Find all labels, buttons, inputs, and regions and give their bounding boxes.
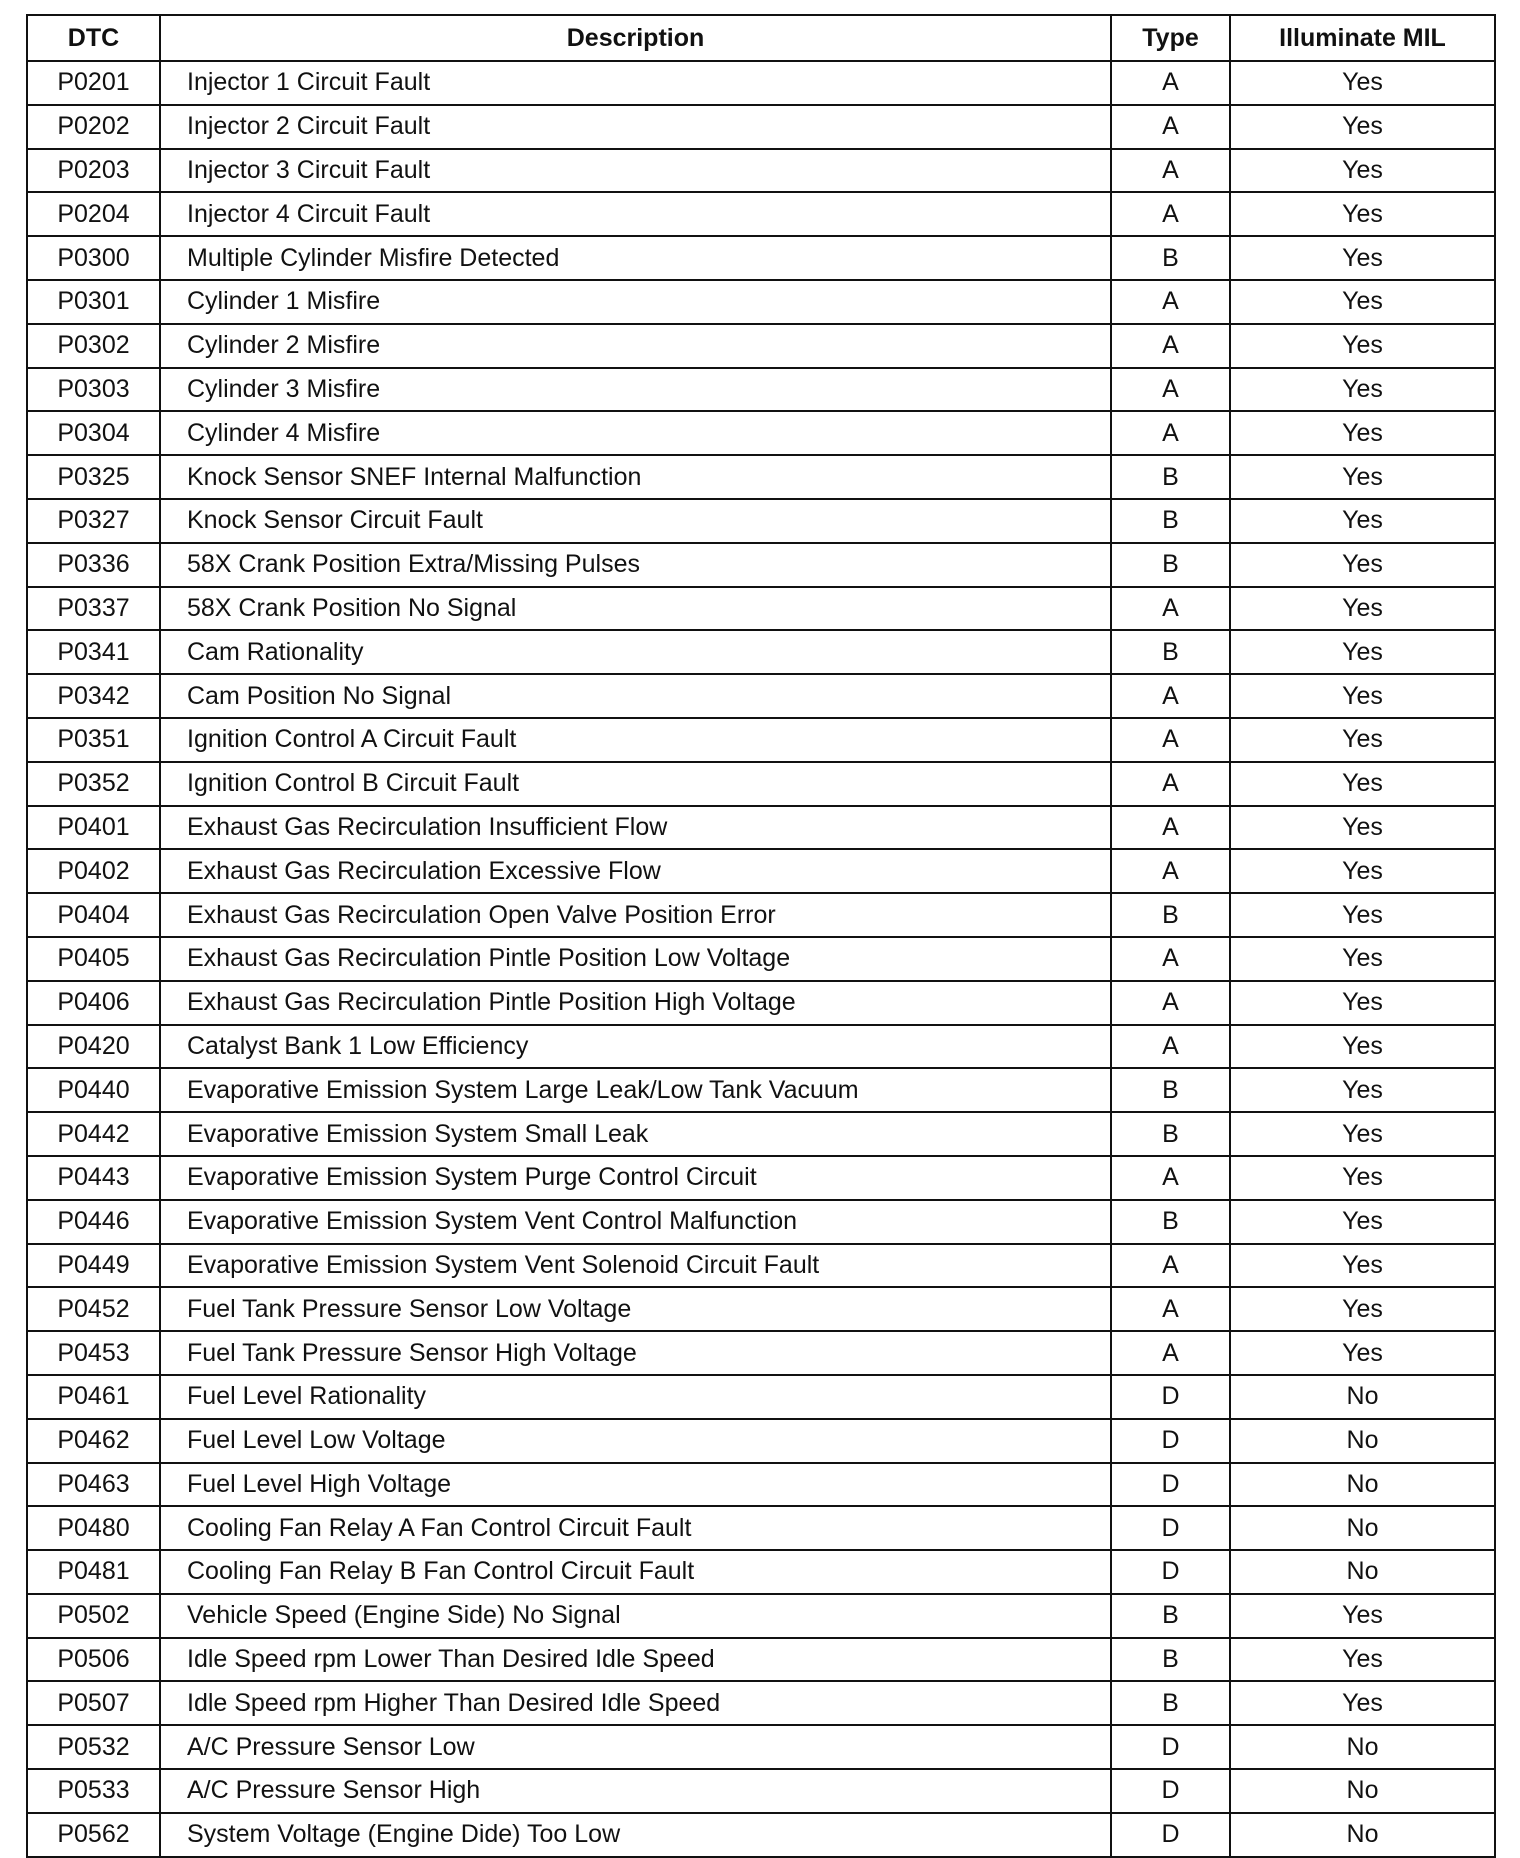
mil-cell: Yes xyxy=(1230,893,1495,937)
mil-cell: Yes xyxy=(1230,1594,1495,1638)
desc-cell: Evaporative Emission System Large Leak/Low Tank Vacuum xyxy=(160,1068,1111,1112)
type-cell: B xyxy=(1111,1068,1230,1112)
mil-cell: Yes xyxy=(1230,1681,1495,1725)
table-row xyxy=(27,1331,1495,1375)
dtc-cell: P0404 xyxy=(27,893,160,937)
desc-cell: A/C Pressure Sensor High xyxy=(160,1769,1111,1813)
type-cell: A xyxy=(1111,61,1230,105)
type-cell: A xyxy=(1111,1025,1230,1069)
mil-cell: No xyxy=(1230,1506,1495,1550)
dtc-cell: P0406 xyxy=(27,981,160,1025)
desc-cell: Fuel Tank Pressure Sensor High Voltage xyxy=(160,1331,1111,1375)
type-cell: D xyxy=(1111,1419,1230,1463)
mil-cell: No xyxy=(1230,1813,1495,1857)
desc-cell: Cam Rationality xyxy=(160,630,1111,674)
desc-cell: 58X Crank Position No Signal xyxy=(160,587,1111,631)
type-cell: B xyxy=(1111,1638,1230,1682)
dtc-cell: P0202 xyxy=(27,105,160,149)
table-row xyxy=(27,1506,1495,1550)
dtc-cell: P0440 xyxy=(27,1068,160,1112)
type-cell: A xyxy=(1111,1156,1230,1200)
type-cell: B xyxy=(1111,1112,1230,1156)
mil-cell: Yes xyxy=(1230,1068,1495,1112)
dtc-cell: P0461 xyxy=(27,1375,160,1419)
desc-cell: Exhaust Gas Recirculation Insufficient Flow xyxy=(160,806,1111,850)
dtc-cell: P0446 xyxy=(27,1200,160,1244)
desc-cell: System Voltage (Engine Dide) Too Low xyxy=(160,1813,1111,1857)
dtc-cell: P0201 xyxy=(27,61,160,105)
type-cell: A xyxy=(1111,105,1230,149)
type-cell: D xyxy=(1111,1813,1230,1857)
dtc-cell: P0337 xyxy=(27,587,160,631)
type-cell: A xyxy=(1111,368,1230,412)
desc-cell: Evaporative Emission System Vent Control Malfunction xyxy=(160,1200,1111,1244)
dtc-cell: P0352 xyxy=(27,762,160,806)
desc-cell: Fuel Level High Voltage xyxy=(160,1463,1111,1507)
desc-cell: Cooling Fan Relay B Fan Control Circuit Fault xyxy=(160,1550,1111,1594)
type-cell: B xyxy=(1111,499,1230,543)
dtc-cell: P0300 xyxy=(27,236,160,280)
dtc-cell: P0301 xyxy=(27,280,160,324)
table-row xyxy=(27,499,1495,543)
desc-cell: Fuel Level Rationality xyxy=(160,1375,1111,1419)
type-cell: A xyxy=(1111,806,1230,850)
desc-cell: A/C Pressure Sensor Low xyxy=(160,1725,1111,1769)
header-type: Type xyxy=(1111,15,1230,61)
mil-cell: Yes xyxy=(1230,105,1495,149)
table-row xyxy=(27,762,1495,806)
mil-cell: Yes xyxy=(1230,149,1495,193)
type-cell: A xyxy=(1111,1244,1230,1288)
mil-cell: Yes xyxy=(1230,368,1495,412)
desc-cell: Evaporative Emission System Small Leak xyxy=(160,1112,1111,1156)
table-row xyxy=(27,1287,1495,1331)
type-cell: D xyxy=(1111,1375,1230,1419)
table-body xyxy=(27,61,1495,1857)
type-cell: A xyxy=(1111,981,1230,1025)
mil-cell: Yes xyxy=(1230,937,1495,981)
table-row xyxy=(27,149,1495,193)
mil-cell: No xyxy=(1230,1463,1495,1507)
table-row xyxy=(27,1068,1495,1112)
desc-cell: Cam Position No Signal xyxy=(160,674,1111,718)
mil-cell: Yes xyxy=(1230,324,1495,368)
dtc-cell: P0533 xyxy=(27,1769,160,1813)
dtc-cell: P0402 xyxy=(27,849,160,893)
desc-cell: Injector 1 Circuit Fault xyxy=(160,61,1111,105)
desc-cell: Injector 2 Circuit Fault xyxy=(160,105,1111,149)
mil-cell: Yes xyxy=(1230,1112,1495,1156)
mil-cell: Yes xyxy=(1230,543,1495,587)
mil-cell: Yes xyxy=(1230,587,1495,631)
desc-cell: Cylinder 4 Misfire xyxy=(160,411,1111,455)
mil-cell: Yes xyxy=(1230,236,1495,280)
mil-cell: No xyxy=(1230,1725,1495,1769)
dtc-cell: P0463 xyxy=(27,1463,160,1507)
dtc-cell: P0401 xyxy=(27,806,160,850)
type-cell: B xyxy=(1111,543,1230,587)
table-row xyxy=(27,1025,1495,1069)
type-cell: D xyxy=(1111,1725,1230,1769)
mil-cell: Yes xyxy=(1230,499,1495,543)
desc-cell: Cooling Fan Relay A Fan Control Circuit Fault xyxy=(160,1506,1111,1550)
dtc-cell: P0480 xyxy=(27,1506,160,1550)
table-row xyxy=(27,1638,1495,1682)
dtc-cell: P0443 xyxy=(27,1156,160,1200)
header-description: Description xyxy=(160,15,1111,61)
desc-cell: Multiple Cylinder Misfire Detected xyxy=(160,236,1111,280)
dtc-cell: P0453 xyxy=(27,1331,160,1375)
dtc-cell: P0204 xyxy=(27,192,160,236)
type-cell: A xyxy=(1111,1287,1230,1331)
table-row xyxy=(27,1594,1495,1638)
mil-cell: Yes xyxy=(1230,280,1495,324)
dtc-cell: P0405 xyxy=(27,937,160,981)
type-cell: D xyxy=(1111,1769,1230,1813)
desc-cell: Cylinder 1 Misfire xyxy=(160,280,1111,324)
desc-cell: Fuel Level Low Voltage xyxy=(160,1419,1111,1463)
table-row xyxy=(27,1813,1495,1857)
desc-cell: Exhaust Gas Recirculation Open Valve Position Error xyxy=(160,893,1111,937)
type-cell: A xyxy=(1111,674,1230,718)
dtc-cell: P0342 xyxy=(27,674,160,718)
dtc-cell: P0336 xyxy=(27,543,160,587)
header-illuminate-mil: Illuminate MIL xyxy=(1230,15,1495,61)
table-row xyxy=(27,236,1495,280)
table-row xyxy=(27,61,1495,105)
table-row xyxy=(27,630,1495,674)
table-row xyxy=(27,849,1495,893)
type-cell: A xyxy=(1111,280,1230,324)
table-row xyxy=(27,1681,1495,1725)
type-cell: B xyxy=(1111,1681,1230,1725)
dtc-cell: P0325 xyxy=(27,455,160,499)
desc-cell: Exhaust Gas Recirculation Pintle Position Low Voltage xyxy=(160,937,1111,981)
table-row xyxy=(27,192,1495,236)
desc-cell: 58X Crank Position Extra/Missing Pulses xyxy=(160,543,1111,587)
dtc-cell: P0203 xyxy=(27,149,160,193)
desc-cell: Knock Sensor Circuit Fault xyxy=(160,499,1111,543)
dtc-cell: P0452 xyxy=(27,1287,160,1331)
type-cell: A xyxy=(1111,1331,1230,1375)
type-cell: B xyxy=(1111,630,1230,674)
type-cell: A xyxy=(1111,849,1230,893)
dtc-cell: P0507 xyxy=(27,1681,160,1725)
table-row xyxy=(27,543,1495,587)
dtc-cell: P0532 xyxy=(27,1725,160,1769)
table-row xyxy=(27,981,1495,1025)
desc-cell: Fuel Tank Pressure Sensor Low Voltage xyxy=(160,1287,1111,1331)
dtc-cell: P0502 xyxy=(27,1594,160,1638)
mil-cell: Yes xyxy=(1230,192,1495,236)
table-row xyxy=(27,587,1495,631)
type-cell: A xyxy=(1111,149,1230,193)
dtc-cell: P0506 xyxy=(27,1638,160,1682)
mil-cell: Yes xyxy=(1230,806,1495,850)
table-row xyxy=(27,455,1495,499)
type-cell: B xyxy=(1111,1594,1230,1638)
dtc-cell: P0302 xyxy=(27,324,160,368)
mil-cell: Yes xyxy=(1230,1025,1495,1069)
mil-cell: Yes xyxy=(1230,674,1495,718)
type-cell: A xyxy=(1111,587,1230,631)
type-cell: A xyxy=(1111,762,1230,806)
mil-cell: Yes xyxy=(1230,455,1495,499)
table-row xyxy=(27,1419,1495,1463)
mil-cell: Yes xyxy=(1230,849,1495,893)
dtc-cell: P0449 xyxy=(27,1244,160,1288)
dtc-cell: P0327 xyxy=(27,499,160,543)
desc-cell: Exhaust Gas Recirculation Pintle Position High Voltage xyxy=(160,981,1111,1025)
header-row xyxy=(27,15,1495,61)
table-row xyxy=(27,937,1495,981)
desc-cell: Exhaust Gas Recirculation Excessive Flow xyxy=(160,849,1111,893)
type-cell: D xyxy=(1111,1550,1230,1594)
type-cell: B xyxy=(1111,236,1230,280)
desc-cell: Idle Speed rpm Higher Than Desired Idle Speed xyxy=(160,1681,1111,1725)
desc-cell: Catalyst Bank 1 Low Efficiency xyxy=(160,1025,1111,1069)
mil-cell: Yes xyxy=(1230,1287,1495,1331)
mil-cell: Yes xyxy=(1230,1638,1495,1682)
table-row xyxy=(27,1769,1495,1813)
type-cell: A xyxy=(1111,937,1230,981)
desc-cell: Idle Speed rpm Lower Than Desired Idle Speed xyxy=(160,1638,1111,1682)
desc-cell: Ignition Control B Circuit Fault xyxy=(160,762,1111,806)
type-cell: A xyxy=(1111,192,1230,236)
desc-cell: Vehicle Speed (Engine Side) No Signal xyxy=(160,1594,1111,1638)
mil-cell: Yes xyxy=(1230,762,1495,806)
mil-cell: Yes xyxy=(1230,981,1495,1025)
table-row xyxy=(27,105,1495,149)
desc-cell: Cylinder 3 Misfire xyxy=(160,368,1111,412)
dtc-cell: P0351 xyxy=(27,718,160,762)
mil-cell: Yes xyxy=(1230,1156,1495,1200)
desc-cell: Cylinder 2 Misfire xyxy=(160,324,1111,368)
table-row xyxy=(27,1156,1495,1200)
type-cell: A xyxy=(1111,324,1230,368)
table-row xyxy=(27,718,1495,762)
desc-cell: Knock Sensor SNEF Internal Malfunction xyxy=(160,455,1111,499)
table-row xyxy=(27,1375,1495,1419)
mil-cell: Yes xyxy=(1230,1331,1495,1375)
table-row xyxy=(27,368,1495,412)
type-cell: D xyxy=(1111,1506,1230,1550)
type-cell: B xyxy=(1111,893,1230,937)
desc-cell: Injector 3 Circuit Fault xyxy=(160,149,1111,193)
dtc-cell: P0462 xyxy=(27,1419,160,1463)
desc-cell: Evaporative Emission System Vent Solenoid Circuit Fault xyxy=(160,1244,1111,1288)
table-row xyxy=(27,411,1495,455)
dtc-cell: P0562 xyxy=(27,1813,160,1857)
table-row xyxy=(27,1112,1495,1156)
type-cell: A xyxy=(1111,411,1230,455)
mil-cell: No xyxy=(1230,1769,1495,1813)
table-row xyxy=(27,674,1495,718)
table-row xyxy=(27,1550,1495,1594)
mil-cell: Yes xyxy=(1230,1200,1495,1244)
dtc-cell: P0442 xyxy=(27,1112,160,1156)
dtc-cell: P0303 xyxy=(27,368,160,412)
type-cell: A xyxy=(1111,718,1230,762)
dtc-cell: P0341 xyxy=(27,630,160,674)
type-cell: B xyxy=(1111,1200,1230,1244)
desc-cell: Evaporative Emission System Purge Control Circuit xyxy=(160,1156,1111,1200)
table-row xyxy=(27,1244,1495,1288)
mil-cell: No xyxy=(1230,1375,1495,1419)
mil-cell: Yes xyxy=(1230,1244,1495,1288)
mil-cell: Yes xyxy=(1230,411,1495,455)
table-row xyxy=(27,1725,1495,1769)
dtc-cell: P0304 xyxy=(27,411,160,455)
type-cell: D xyxy=(1111,1463,1230,1507)
header-dtc: DTC xyxy=(27,15,160,61)
mil-cell: Yes xyxy=(1230,630,1495,674)
dtc-cell: P0420 xyxy=(27,1025,160,1069)
mil-cell: No xyxy=(1230,1419,1495,1463)
mil-cell: No xyxy=(1230,1550,1495,1594)
dtc-table xyxy=(26,14,1496,1858)
table-row xyxy=(27,280,1495,324)
table-row xyxy=(27,806,1495,850)
table-row xyxy=(27,1463,1495,1507)
table-header xyxy=(27,15,1495,61)
table-row xyxy=(27,893,1495,937)
dtc-cell: P0481 xyxy=(27,1550,160,1594)
table-row xyxy=(27,324,1495,368)
desc-cell: Injector 4 Circuit Fault xyxy=(160,192,1111,236)
desc-cell: Ignition Control A Circuit Fault xyxy=(160,718,1111,762)
type-cell: B xyxy=(1111,455,1230,499)
mil-cell: Yes xyxy=(1230,61,1495,105)
mil-cell: Yes xyxy=(1230,718,1495,762)
table-row xyxy=(27,1200,1495,1244)
